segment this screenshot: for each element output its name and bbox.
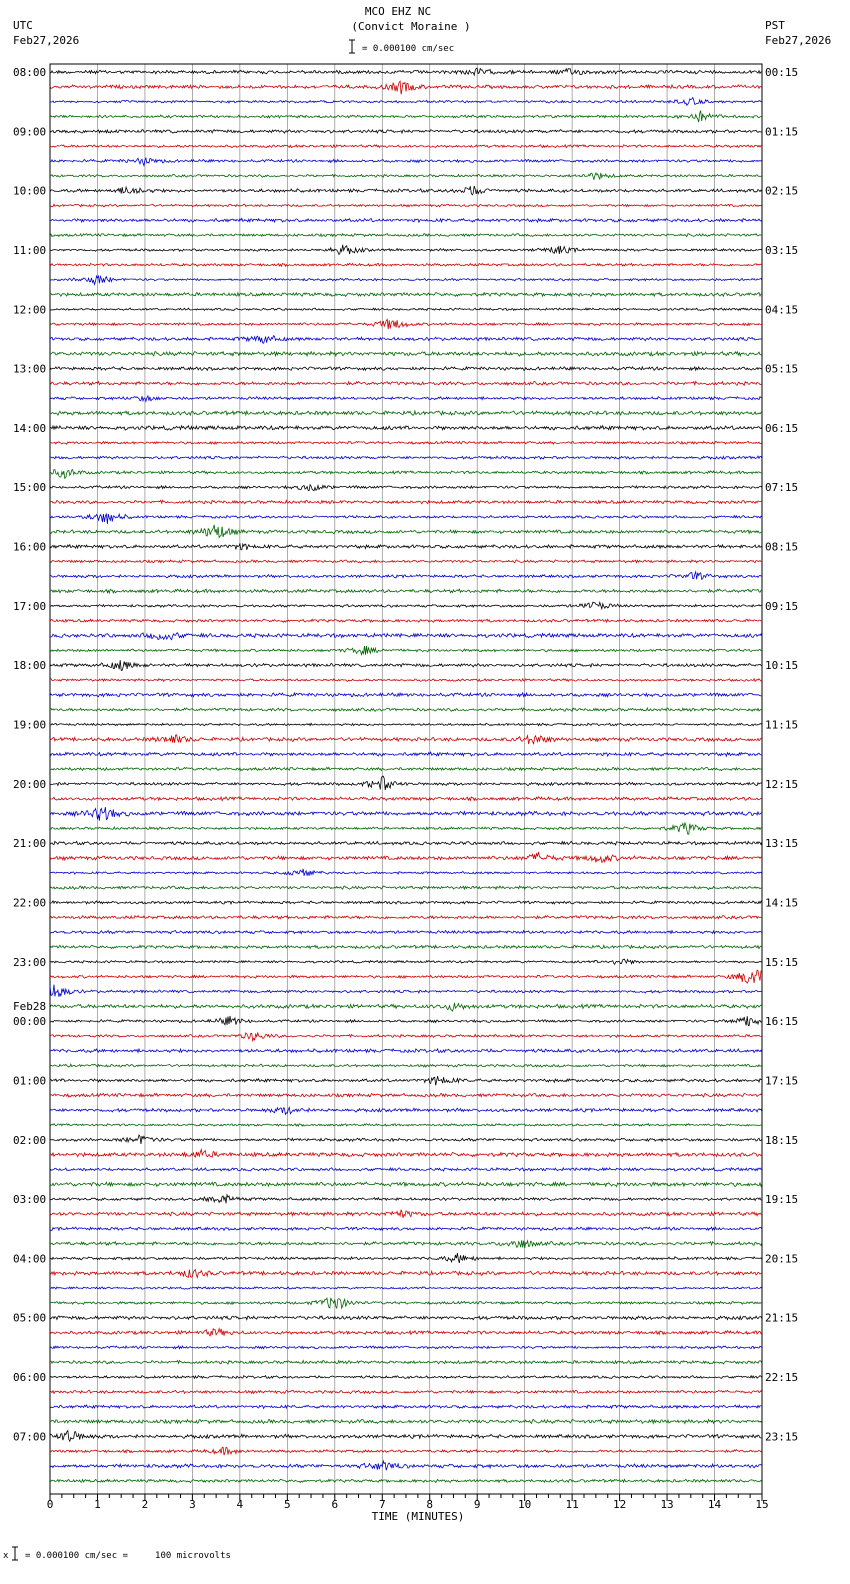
pst-label-1: 01:15 [765, 125, 799, 139]
seismic-traces [50, 68, 762, 1482]
trace-44 [50, 723, 762, 726]
trace-7 [50, 173, 762, 180]
trace-9 [50, 204, 762, 207]
scale-text: = 0.000100 cm/sec [362, 44, 455, 54]
trace-50 [50, 807, 762, 821]
utc-label-11: 19:00 [13, 718, 47, 732]
trace-79 [50, 1240, 762, 1248]
time-grid [50, 64, 762, 1494]
trace-15 [50, 293, 762, 297]
trace-1 [50, 81, 762, 94]
trace-41 [50, 679, 762, 682]
utc-label-9: 17:00 [13, 599, 47, 613]
utc-label-8: 16:00 [13, 540, 47, 554]
pst-label-4: 04:15 [765, 303, 799, 317]
x-tick-label-11: 11 [565, 1498, 579, 1511]
pst-label-10: 10:15 [765, 659, 799, 673]
trace-17 [50, 319, 762, 329]
trace-88 [50, 1376, 762, 1379]
trace-11 [50, 234, 762, 237]
trace-46 [50, 752, 762, 756]
pst-label-22: 22:15 [765, 1371, 799, 1385]
trace-70 [50, 1107, 762, 1114]
x-tick-label-5: 5 [284, 1498, 291, 1511]
pst-label-11: 11:15 [765, 718, 799, 732]
utc-label-20: 04:00 [13, 1252, 47, 1266]
trace-80 [50, 1253, 762, 1263]
utc-label-6: 14:00 [13, 421, 47, 435]
trace-78 [50, 1227, 762, 1230]
trace-60 [50, 959, 762, 964]
x-axis [47, 1494, 769, 1511]
trace-66 [50, 1049, 762, 1053]
trace-56 [50, 901, 762, 904]
trace-67 [50, 1064, 762, 1067]
pst-label-6: 06:15 [765, 421, 799, 435]
pst-label-12: 12:15 [765, 777, 799, 791]
station-title: MCO EHZ NC [364, 5, 432, 18]
utc-label-22: 06:00 [13, 1371, 47, 1385]
pst-label-9: 09:15 [765, 599, 799, 613]
utc-label-17: 01:00 [13, 1074, 47, 1088]
trace-55 [50, 886, 762, 889]
trace-64 [50, 1016, 762, 1026]
trace-45 [50, 735, 762, 744]
trace-39 [50, 646, 762, 655]
trace-27 [50, 470, 762, 479]
trace-84 [50, 1316, 762, 1320]
pst-label-14: 14:15 [765, 896, 799, 910]
trace-38 [50, 633, 762, 640]
trace-75 [50, 1182, 762, 1187]
x-tick-label-10: 10 [518, 1498, 532, 1511]
trace-91 [50, 1420, 762, 1424]
trace-0 [50, 68, 762, 75]
footer-scale-prefix: x [3, 1551, 9, 1561]
trace-85 [50, 1329, 762, 1336]
utc-label-16: 00:00 [13, 1015, 47, 1029]
x-tick-label-12: 12 [612, 1498, 627, 1511]
trace-2 [50, 98, 762, 106]
pst-label-15: 15:15 [765, 955, 799, 969]
utc-label-7: 15:00 [13, 481, 47, 495]
x-tick-label-1: 1 [94, 1498, 101, 1511]
trace-48 [50, 776, 762, 790]
utc-label-2: 10:00 [13, 184, 47, 198]
pst-label-18: 18:15 [765, 1133, 799, 1147]
trace-76 [50, 1195, 762, 1204]
trace-31 [50, 525, 762, 538]
footer-scale-text: = 0.000100 cm/sec = 100 microvolts [25, 1551, 231, 1561]
left-timezone: UTC [13, 19, 33, 32]
trace-25 [50, 441, 762, 444]
trace-73 [50, 1150, 762, 1158]
trace-23 [50, 411, 762, 415]
utc-label-19: 03:00 [13, 1193, 47, 1207]
trace-6 [50, 158, 762, 166]
trace-47 [50, 767, 762, 770]
scale-bar-icon [349, 40, 355, 53]
trace-71 [50, 1124, 762, 1127]
trace-18 [50, 336, 762, 344]
trace-53 [50, 852, 762, 862]
trace-69 [50, 1093, 762, 1097]
trace-40 [50, 660, 762, 670]
trace-33 [50, 560, 762, 563]
trace-81 [50, 1270, 762, 1278]
date-change-label: Feb28 [13, 1000, 47, 1014]
trace-19 [50, 352, 762, 357]
trace-16 [50, 308, 762, 311]
trace-52 [50, 841, 762, 845]
utc-label-4: 12:00 [13, 303, 47, 317]
right-date: Feb27,2026 [765, 34, 832, 47]
trace-4 [50, 130, 762, 134]
trace-10 [50, 218, 762, 222]
pst-label-19: 19:15 [765, 1193, 799, 1207]
pst-label-13: 13:15 [765, 837, 799, 851]
trace-68 [50, 1076, 762, 1085]
trace-5 [50, 145, 762, 148]
trace-37 [50, 619, 762, 622]
trace-14 [50, 276, 762, 284]
trace-83 [50, 1298, 762, 1308]
pst-label-0: 00:15 [765, 66, 799, 79]
trace-59 [50, 945, 762, 948]
trace-94 [50, 1461, 762, 1470]
footer-scale-bar-icon [12, 1547, 18, 1560]
utc-label-23: 07:00 [13, 1430, 47, 1444]
station-location: (Convict Moraine ) [351, 20, 471, 33]
utc-label-18: 02:00 [13, 1133, 47, 1147]
trace-65 [50, 1033, 762, 1041]
pst-label-23: 23:15 [765, 1430, 799, 1444]
trace-36 [50, 602, 762, 609]
x-tick-label-6: 6 [331, 1498, 339, 1511]
x-tick-label-14: 14 [707, 1498, 722, 1511]
pst-label-3: 03:15 [765, 243, 799, 257]
right-timezone: PST [765, 19, 785, 32]
trace-63 [50, 1003, 762, 1011]
utc-label-5: 13:00 [13, 362, 47, 376]
trace-58 [50, 931, 762, 934]
trace-29 [50, 500, 762, 504]
trace-89 [50, 1390, 762, 1393]
trace-32 [50, 544, 762, 550]
x-tick-label-9: 9 [473, 1498, 481, 1511]
utc-label-1: 09:00 [13, 125, 47, 139]
plot-frame [50, 64, 762, 1494]
trace-24 [50, 426, 762, 430]
trace-62 [50, 985, 762, 997]
utc-label-0: 08:00 [13, 66, 47, 79]
pst-label-20: 20:15 [765, 1252, 799, 1266]
x-tick-label-2: 2 [141, 1498, 149, 1511]
trace-51 [50, 823, 762, 835]
x-tick-label-8: 8 [426, 1498, 434, 1511]
trace-30 [50, 514, 762, 524]
pst-label-7: 07:15 [765, 481, 799, 495]
trace-3 [50, 111, 762, 123]
trace-82 [50, 1287, 762, 1290]
utc-label-14: 22:00 [13, 896, 47, 910]
trace-90 [50, 1405, 762, 1409]
pst-label-17: 17:15 [765, 1074, 799, 1088]
trace-72 [50, 1135, 762, 1144]
x-tick-label-15: 15 [755, 1498, 769, 1511]
x-tick-label-4: 4 [236, 1498, 244, 1511]
x-tick-label-3: 3 [189, 1498, 196, 1511]
trace-57 [50, 916, 762, 920]
trace-42 [50, 693, 762, 697]
trace-74 [50, 1168, 762, 1171]
trace-28 [50, 485, 762, 491]
x-axis-label: TIME (MINUTES) [371, 1510, 465, 1523]
pst-label-16: 16:15 [765, 1015, 799, 1029]
utc-label-3: 11:00 [13, 243, 47, 257]
trace-93 [50, 1447, 762, 1455]
trace-77 [50, 1210, 762, 1218]
trace-8 [50, 186, 762, 195]
trace-13 [50, 263, 762, 266]
trace-12 [50, 245, 762, 255]
trace-26 [50, 456, 762, 459]
trace-43 [50, 708, 762, 711]
left-date: Feb27,2026 [13, 34, 80, 47]
trace-86 [50, 1346, 762, 1349]
pst-label-2: 02:15 [765, 184, 799, 198]
pst-label-5: 05:15 [765, 362, 799, 376]
utc-label-10: 18:00 [13, 659, 47, 673]
x-tick-label-0: 0 [46, 1498, 54, 1511]
pst-label-8: 08:15 [765, 540, 799, 554]
trace-35 [50, 589, 762, 593]
trace-92 [50, 1431, 762, 1442]
utc-label-15: 23:00 [13, 955, 47, 969]
trace-54 [50, 869, 762, 876]
trace-95 [50, 1479, 762, 1482]
x-tick-label-13: 13 [660, 1498, 674, 1511]
pst-label-21: 21:15 [765, 1311, 799, 1325]
utc-label-21: 05:00 [13, 1311, 47, 1325]
trace-87 [50, 1361, 762, 1365]
trace-20 [50, 367, 762, 371]
trace-61 [50, 970, 762, 983]
trace-21 [50, 382, 762, 386]
pst-hour-labels [765, 66, 798, 1443]
utc-label-12: 20:00 [13, 777, 47, 791]
trace-22 [50, 396, 762, 401]
x-tick-label-7: 7 [378, 1498, 386, 1511]
trace-34 [50, 572, 762, 580]
trace-49 [50, 797, 762, 801]
utc-hour-labels [13, 66, 46, 1443]
utc-label-13: 21:00 [13, 837, 47, 851]
